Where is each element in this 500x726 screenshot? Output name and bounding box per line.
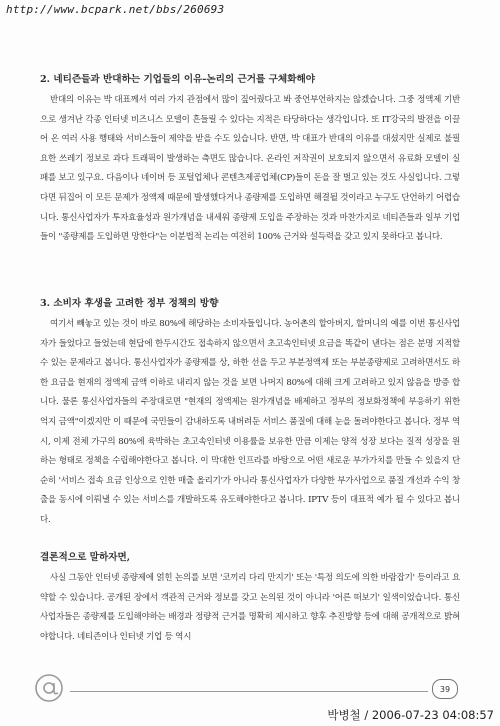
source-url: http://www.bcpark.net/bbs/260693 [6, 3, 225, 16]
scan-watermark: 박병철 / 2006-07-23 04:08:57 [327, 708, 494, 722]
conclusion [40, 550, 460, 647]
section-3-heading: 3. 소비자 후생을 고려한 정부 정책의 방향 [40, 298, 219, 309]
footer-rule [70, 691, 428, 692]
section-2-heading: 2. 네티즌들과 반대하는 기업들의 이유-논리의 근거를 구체화해야 [40, 74, 315, 85]
page-number: 39 [432, 679, 458, 699]
section-2 [40, 72, 460, 248]
conclusion-body: 사실 그동안 인터넷 종량제에 얽힌 논의를 보면 '코끼리 다리 만지기' 또는 '특정 의도에 의한 바람잡기' 등이라고 요약할 수 있습니다. 공개된 장에서 객관적 근거와 정보를 갖고 논의된 것이 아니라 '어른 떠보기' 일색이었습니다. 통신사업자들은 종량제를 도입해야하는 배경과 정량적 근거를 명확히 제시하고 향후 추진방향 등에 대해 공개적으로 밝혀야합니다. 네티즌이나 인터넷 기업 등 역시 [40, 573, 460, 642]
section-3 [40, 296, 460, 531]
at-sign-icon [34, 673, 64, 703]
section-3-body: 여기서 빼놓고 있는 것이 바로 80%에 해당하는 소비자들입니다. 농어촌의 할아버지, 할머니의 예를 이번 통신사업자가 들었다고 들었는데 현답에 한두시간도 접속하지 않으면서 초고속인터넷 요금을 똑같이 낸다는 점은 분명 지적할 수 있는 문제라고 봅니다. 통신사업자가 종량제를 상, 하한 선을 두고 부분정액제 또는 부분종량제로 고려하면서도 하한 요금을 현재의 정액제 금액 이하로 내리지 않는 것을 보면 나머지 80%에 대해 크게 고려하고 있지 않음을 방증 합니다. 물론 통신사업자들의 주장대로면 "현재의 정액제는 원가개념을 배제하고 정부의 정보화정책에 부응하기 위한 억지 금액"이겠지만 이 때문에 국민들이 감내하도록 내버려둔 서비스 품질에 대해 눈을 돌려야한다고 봅니다. 정부 역시, 이제 전체 가구의 80%에 육박하는 초고속인터넷 이용률을 보유한 만큼 이제는 양적 성장 보다는 질적 성장을 원하는 형태로 정책을 수립해야한다고 봅니다. 이 막대한 인프라를 바탕으로 어떤 새로운 부가가치를 만들 수 있을지 단순히 '서비스 접속 요금 인상으로 인한 매출 올리기'가 아니라 통신사업자가 다양한 부가사업으로 품질 개선과 수익 창출을 동시에 이뤄낼 수 있는 서비스를 개발하도록 유도해야한다고 봅니다. IPTV 등이 대표적 예가 될 수 있다고 봅니다. [40, 319, 460, 525]
conclusion-heading: 결론적으로 말하자면, [40, 552, 131, 563]
section-2-body: 반대의 이유는 박 대표께서 여러 가지 관점에서 많이 짚어줬다고 봐 중언부언하지는 않겠습니다. 그중 정액제 기반으로 생겨난 각종 인터넷 비즈니스 모델이 흔들릴 수 있다는 지적은 타당하다는 생각입니다. 또 IT강국의 발전을 이끌어 온 여러 사용 행태와 서비스들이 제약을 받을 수도 있습니다. 반면, 박 대표가 반대의 이유를 대셨지만 실제로 불필요한 쓰레기 정보로 과다 트래픽이 발생하는 측면도 많습니다. 온라인 저작권이 보호되지 않으면서 유료화 모델이 실패를 보고 있구요. 다음이나 네이버 등 포털업체나 콘텐츠제공업체(CP)들이 돈을 잘 벌고 있는 것도 사실입니다. 그렇다면 뒤집어 이 모든 문제가 정액제 때문에 발생했다거나 종량제를 도입하면 해결될 것이라고 누구도 단언하기 어렵습니다. 통신사업자가 투자효율성과 원가개념을 내세워 종량제 도입을 주장하는 것과 마찬가지로 네티즌들과 일부 기업들이 "종량제를 도입하면 망한다"는 이분법적 논리는 여전히 100% 근거와 설득력을 갖고 있지 못하다고 봅니다. [40, 95, 460, 243]
